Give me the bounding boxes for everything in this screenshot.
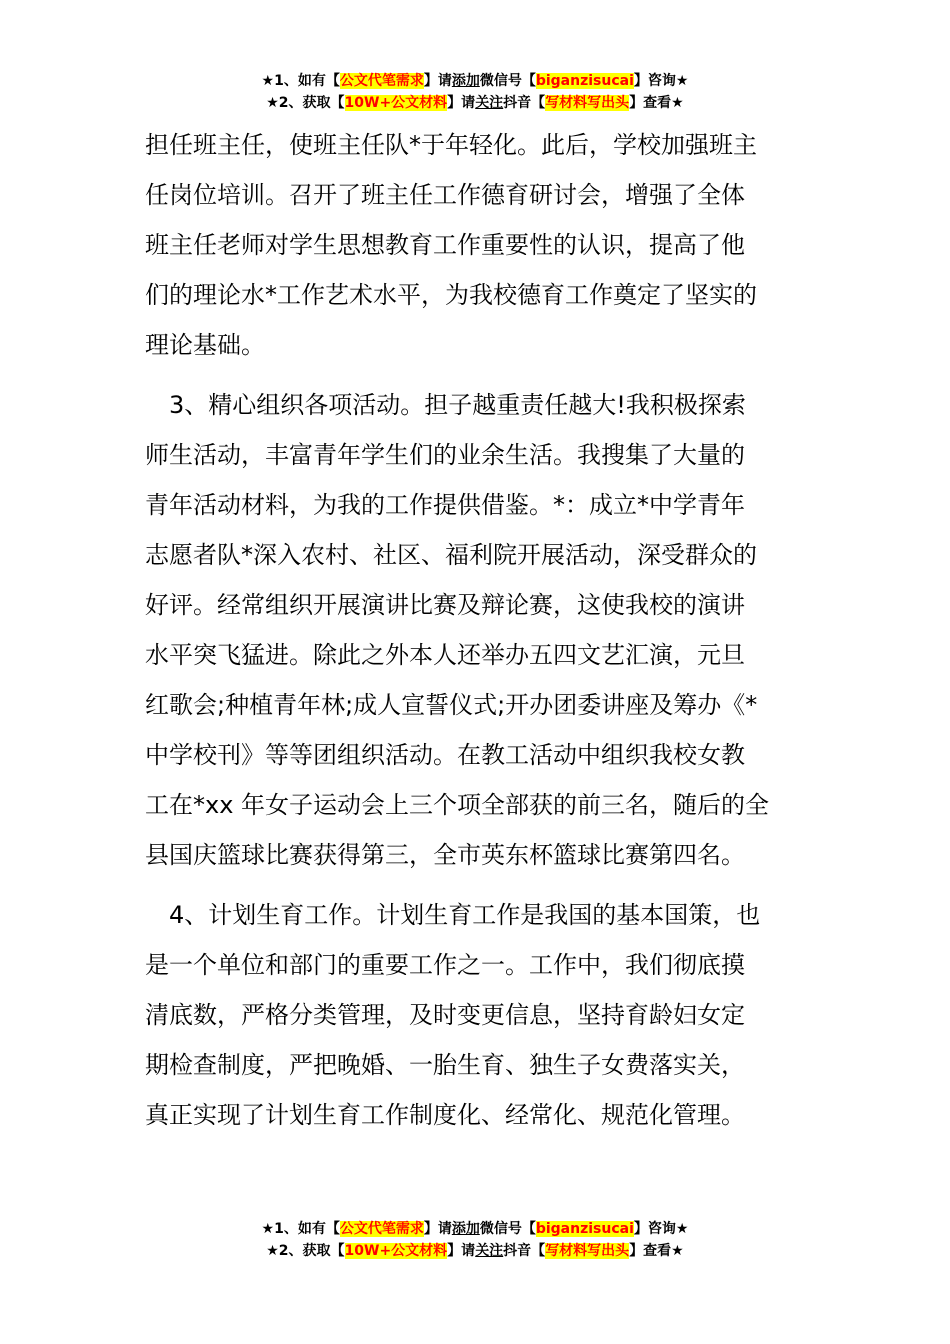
banner-text: 微信号【 (479, 73, 536, 89)
banner-wechat-id: biganzisucai (535, 1221, 634, 1237)
text-line: 清底数，严格分类管理，及时变更信息，坚持育龄妇女定 (145, 1001, 745, 1029)
banner-text: 抖音【 (503, 1243, 546, 1259)
text-line: 期检查制度，严把晚婚、一胎生育、独生子女费落实关， (145, 1051, 745, 1079)
banner-text: ★2、获取【 (266, 95, 345, 111)
text-line: 中学校刊》等等团组织活动。在教工活动中组织我校女教 (145, 741, 745, 769)
text-line: 红歌会;种植青年林;成人宣誓仪式;开办团委讲座及筹办《* (145, 691, 758, 719)
paragraph-3 (145, 890, 810, 1140)
banner-highlight: 公文代笔需求 (339, 1221, 424, 1237)
text-line: 师生活动，丰富青年学生们的业余生活。我搜集了大量的 (145, 441, 745, 469)
text-line: 真正实现了计划生育工作制度化、经常化、规范化管理。 (145, 1101, 745, 1129)
text-line: 好评。经常组织开展演讲比赛及辩论赛，这使我校的演讲 (145, 591, 745, 619)
banner-douyin-id: 写材料写出头 (545, 95, 630, 111)
banner-text: 】咨询★ (633, 1221, 689, 1237)
header-banner (0, 70, 950, 114)
text-line: 理论基础。 (145, 331, 265, 359)
banner-line-2 (0, 92, 950, 114)
banner-emphasis: 添加 (451, 1221, 480, 1237)
banner-text: ★2、获取【 (266, 1243, 345, 1259)
banner-line-2 (0, 1240, 950, 1262)
text-line: 青年活动材料，为我的工作提供借鉴。*：成立*中学青年 (145, 491, 745, 519)
footer-banner (0, 1218, 950, 1262)
text-line: 水平突飞猛进。除此之外本人还举办五四文艺汇演，元旦 (145, 641, 745, 669)
banner-text: 微信号【 (479, 1221, 536, 1237)
text-line: 3、精心组织各项活动。担子越重责任越大!我积极探索 (145, 391, 746, 419)
banner-line-1 (0, 1218, 950, 1240)
banner-text: 】查看★ (629, 1243, 684, 1259)
text-line: 工在*xx 年女子运动会上三个项全部获的前三名，随后的全 (145, 791, 770, 819)
banner-emphasis: 关注 (475, 1243, 504, 1259)
text-line: 县国庆篮球比赛获得第三，全市英东杯篮球比赛第四名。 (145, 841, 745, 869)
text-line: 是一个单位和部门的重要工作之一。工作中，我们彻底摸 (145, 951, 745, 979)
banner-text: 】请 (423, 73, 452, 89)
banner-wechat-id: biganzisucai (535, 73, 634, 89)
banner-text: 】请 (447, 95, 476, 111)
banner-emphasis: 添加 (451, 73, 480, 89)
text-line: 们的理论水*工作艺术水平，为我校德育工作奠定了坚实的 (145, 281, 757, 309)
text-line: 任岗位培训。召开了班主任工作德育研讨会，增强了全体 (145, 181, 745, 209)
banner-emphasis: 关注 (475, 95, 504, 111)
banner-text: 抖音【 (503, 95, 546, 111)
banner-highlight: 10W+公文材料 (344, 1243, 448, 1259)
banner-line-1 (0, 70, 950, 92)
banner-highlight: 公文代笔需求 (339, 73, 424, 89)
banner-douyin-id: 写材料写出头 (545, 1243, 630, 1259)
document-body (145, 120, 810, 1140)
banner-text: ★1、如有【 (261, 73, 340, 89)
paragraph-2 (145, 380, 810, 880)
text-line: 班主任老师对学生思想教育工作重要性的认识，提高了他 (145, 231, 745, 259)
banner-text: 】咨询★ (633, 73, 689, 89)
banner-text: 】查看★ (629, 95, 684, 111)
banner-text: 】请 (447, 1243, 476, 1259)
paragraph-1 (145, 120, 810, 370)
banner-text: 】请 (423, 1221, 452, 1237)
text-line: 4、计划生育工作。计划生育工作是我国的基本国策，也 (145, 901, 761, 929)
banner-highlight: 10W+公文材料 (344, 95, 448, 111)
text-line: 志愿者队*深入农村、社区、福利院开展活动，深受群众的 (145, 541, 757, 569)
banner-text: ★1、如有【 (261, 1221, 340, 1237)
text-line: 担任班主任，使班主任队*于年轻化。此后，学校加强班主 (145, 131, 757, 159)
